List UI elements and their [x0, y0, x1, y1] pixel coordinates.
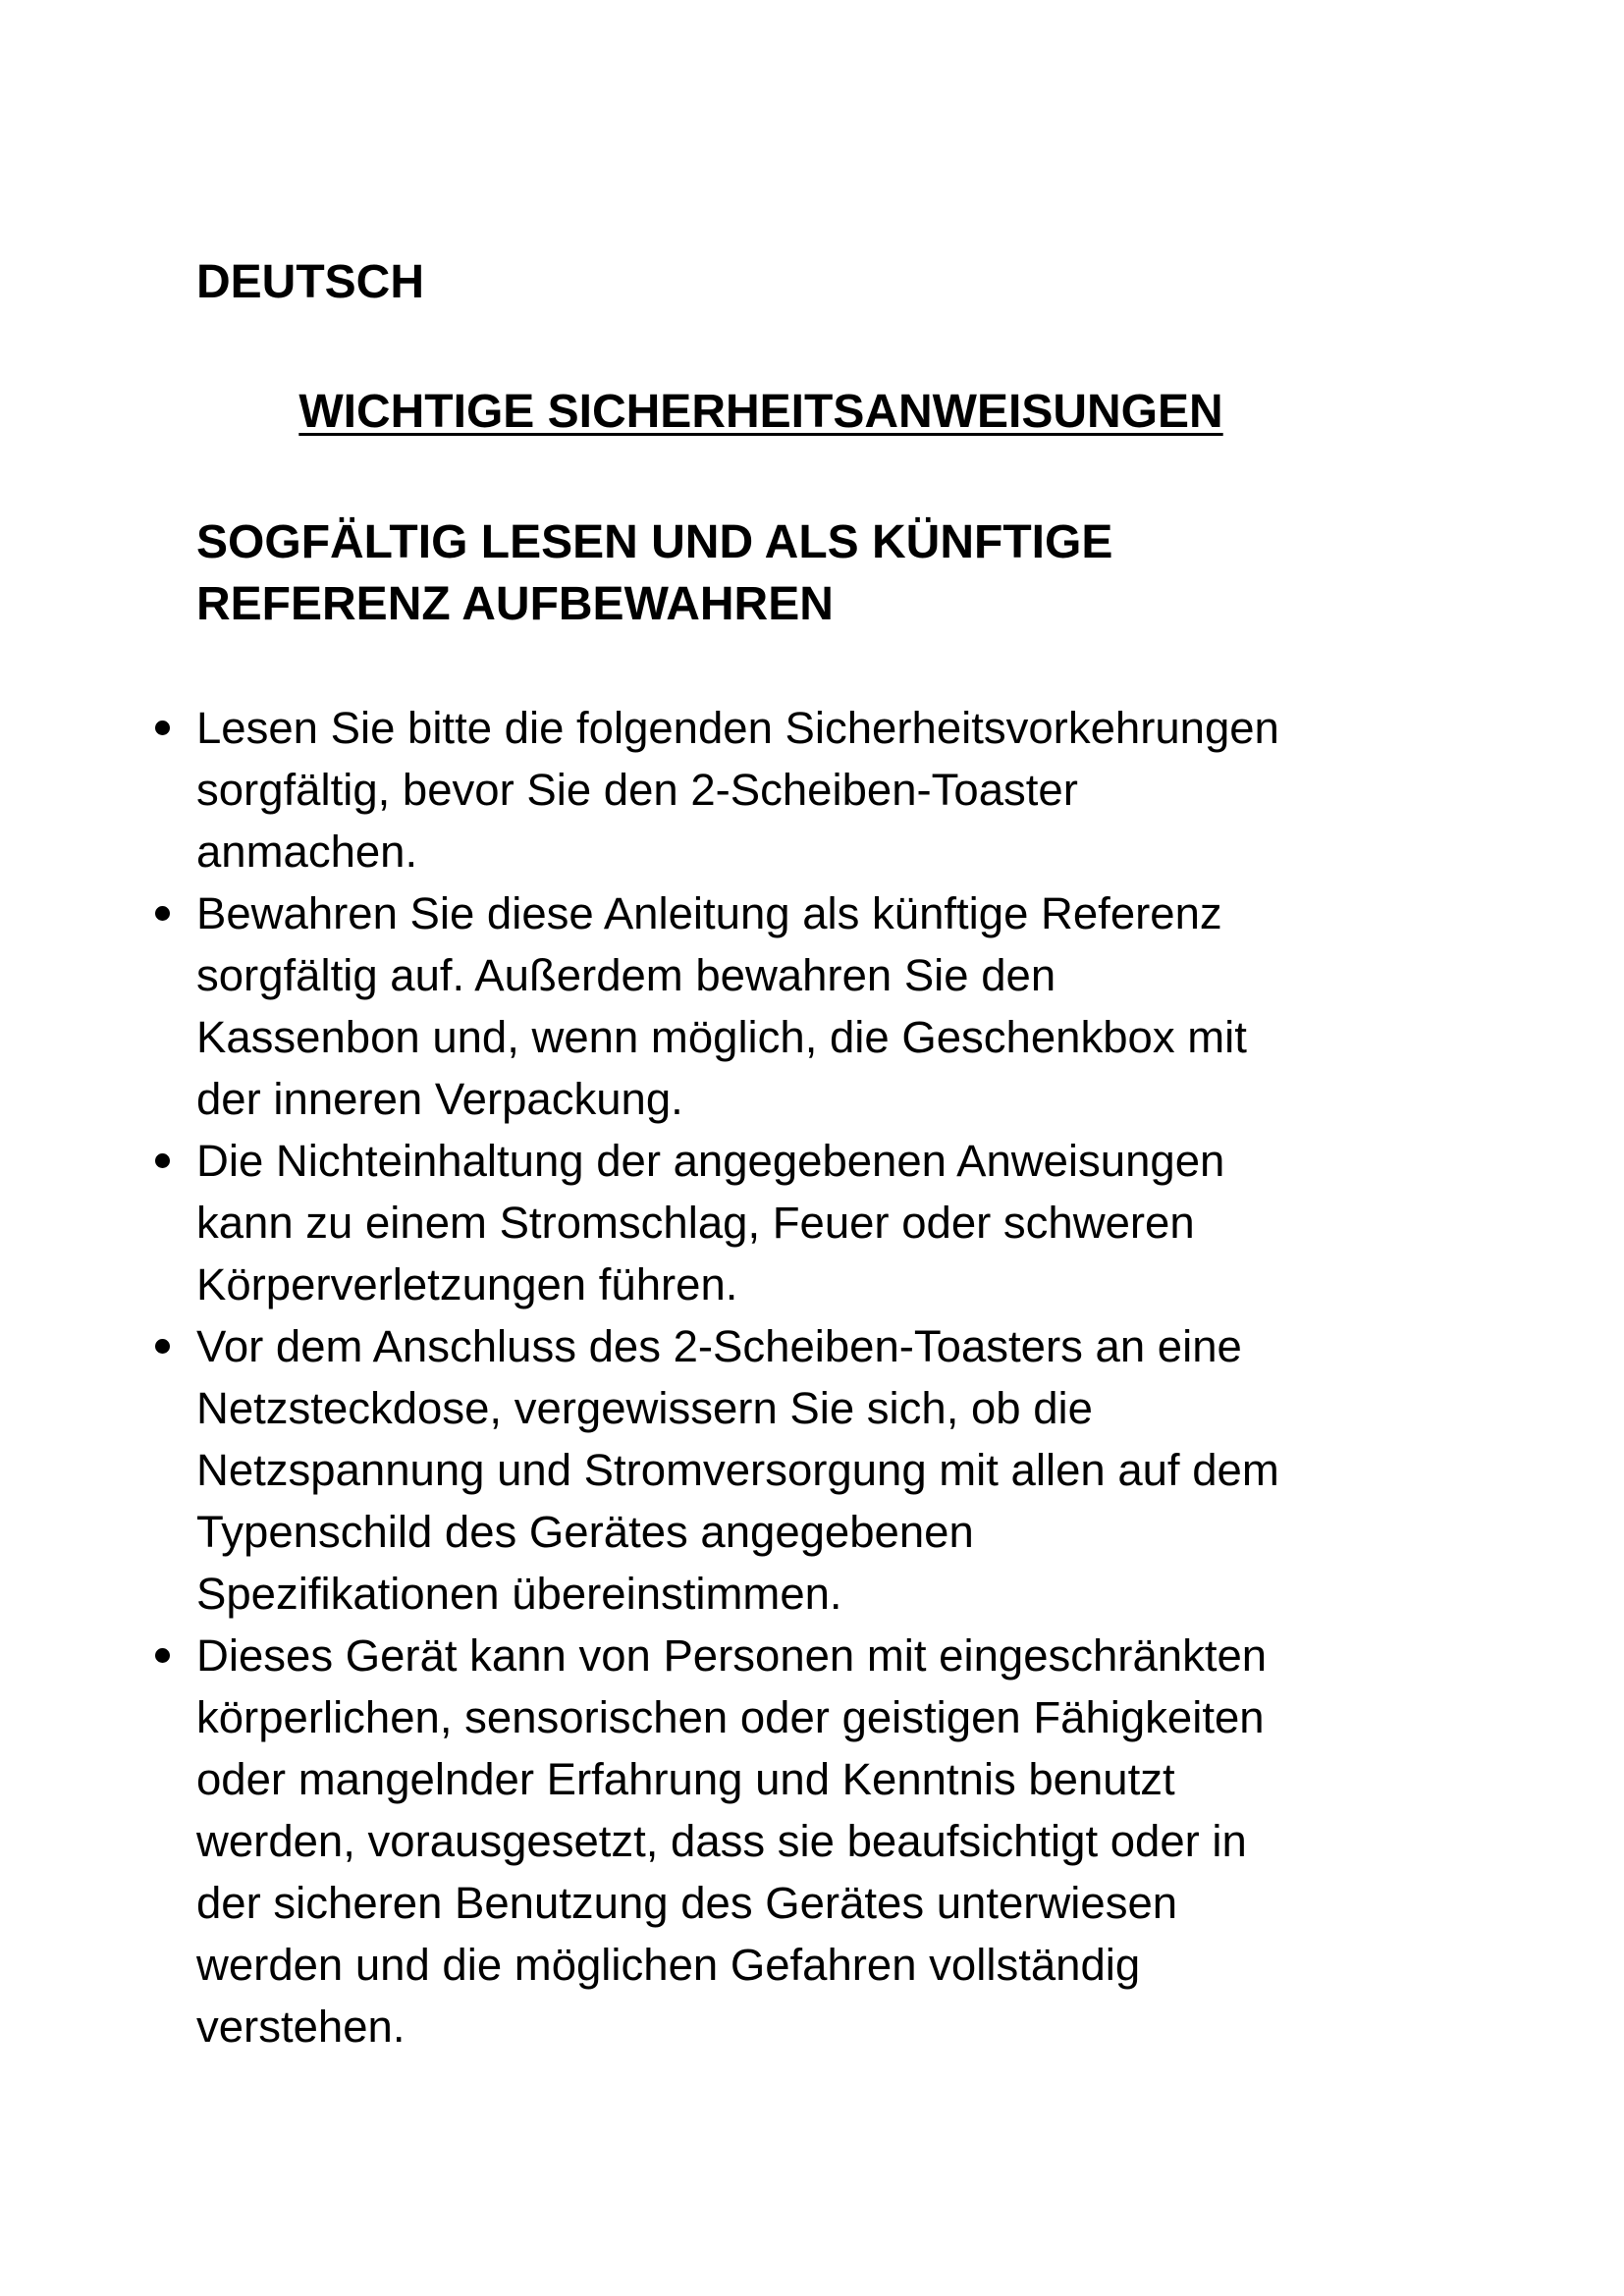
- list-item-line: Vor dem Anschluss des 2-Scheiben-Toasters an eine: [196, 1321, 1242, 1371]
- list-item-line: Körperverletzungen führen.: [196, 1259, 738, 1309]
- list-item-line: sorgfältig, bevor Sie den 2-Scheiben-Toaster: [196, 765, 1078, 815]
- list-item-line: Kassenbon und, wenn möglich, die Geschenkbox mit: [196, 1012, 1247, 1062]
- list-item-line: Netzsteckdose, vergewissern Sie sich, ob die: [196, 1383, 1093, 1433]
- list-item-line: der inneren Verpackung.: [196, 1074, 683, 1124]
- bullet-icon: [155, 1648, 170, 1663]
- bullet-icon: [155, 721, 170, 735]
- list-item-line: anmachen.: [196, 827, 418, 877]
- list-item-line: werden, vorausgesetzt, dass sie beaufsichtigt oder in: [196, 1816, 1247, 1866]
- bullet-icon: [155, 1153, 170, 1168]
- list-item-line: kann zu einem Stromschlag, Feuer oder schweren: [196, 1198, 1195, 1248]
- subtitle-line: REFERENZ AUFBEWAHREN: [196, 578, 834, 630]
- list-item: [196, 882, 1473, 1130]
- list-item-line: der sicheren Benutzung des Gerätes unterwiesen: [196, 1878, 1178, 1928]
- bullet-icon: [155, 906, 170, 921]
- list-item-line: Typenschild des Gerätes angegebenen: [196, 1507, 974, 1557]
- subtitle: [196, 511, 1276, 635]
- list-item-line: Spezifikationen übereinstimmen.: [196, 1569, 842, 1619]
- list-item: [196, 1625, 1473, 2057]
- list-item-line: sorgfältig auf. Außerdem bewahren Sie den: [196, 950, 1056, 1000]
- list-item-line: werden und die möglichen Gefahren vollständig: [196, 1940, 1141, 1990]
- list-item: [196, 1130, 1473, 1315]
- bullet-icon: [155, 1339, 170, 1354]
- page-title: WICHTIGE SICHERHEITSANWEISUNGEN: [298, 386, 1223, 438]
- list-item-line: Bewahren Sie diese Anleitung als künftige Referenz: [196, 888, 1222, 938]
- list-item: [196, 697, 1473, 882]
- language-label: DEUTSCH: [196, 256, 425, 308]
- safety-instructions-list: [196, 697, 1473, 2057]
- list-item-line: Dieses Gerät kann von Personen mit eingeschränkten: [196, 1630, 1268, 1681]
- list-item-line: Die Nichteinhaltung der angegebenen Anweisungen: [196, 1136, 1225, 1186]
- list-item: [196, 1315, 1473, 1625]
- list-item-line: Lesen Sie bitte die folgenden Sicherheitsvorkehrungen: [196, 703, 1279, 753]
- list-item-line: Netzspannung und Stromversorgung mit allen auf dem: [196, 1445, 1279, 1495]
- subtitle-line: SOGFÄLTIG LESEN UND ALS KÜNFTIGE: [196, 516, 1113, 568]
- list-item-line: oder mangelnder Erfahrung und Kenntnis benutzt: [196, 1754, 1175, 1804]
- list-item-line: verstehen.: [196, 2002, 406, 2052]
- list-item-line: körperlichen, sensorischen oder geistigen Fähigkeiten: [196, 1692, 1265, 1742]
